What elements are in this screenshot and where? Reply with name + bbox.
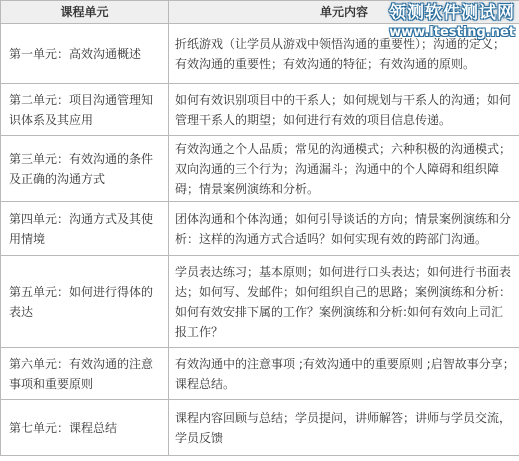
table-row xyxy=(1,136,519,202)
unit-cell: 第二单元：项目沟通管理知识体系及其应用 xyxy=(1,84,169,136)
header-content: 单元内容 xyxy=(169,1,519,24)
content-cell: 有效沟通之个人品质；常见的沟通模式；六种积极的沟通模式；双向沟通的三个行为；沟通漏斗；沟通中的个人障碍和组织障碍；情景案例演练和分析。 xyxy=(169,136,519,202)
unit-cell: 第七单元：课程总结 xyxy=(1,400,169,456)
watermark-url: www.ltesting.net xyxy=(389,25,515,40)
table-row xyxy=(1,202,519,256)
table-header-row xyxy=(1,1,519,24)
content-cell: 有效沟通中的注意事项 ;有效沟通中的重要原则 ;启智故事分享；课程总结。 xyxy=(169,348,519,400)
unit-cell: 第四单元：沟通方式及其使用情境 xyxy=(1,202,169,256)
unit-cell: 第五单元：如何进行得体的表达 xyxy=(1,256,169,348)
content-cell: 学员表达练习；基本原则；如何进行口头表达；如何进行书面表达；如何写、发邮件；如何组织自己的思路；案例演练和分析：如何有效安排下属的工作？案例演练和分析:如何有效向上司汇报工作？ xyxy=(169,256,519,348)
unit-cell: 第三单元：有效沟通的条件及正确的沟通方式 xyxy=(1,136,169,202)
header-unit: 课程单元 xyxy=(1,1,169,24)
unit-cell: 第六单元：有效沟通的注意事项和重要原则 xyxy=(1,348,169,400)
content-cell: 课程内容回顾与总结；学员提问，讲师解答；讲师与学员交流，学员反馈 xyxy=(169,400,519,456)
content-cell: 折纸游戏（让学员从游戏中领悟沟通的重要性）；沟通的定义；有效沟通的重要性；有效沟通的特征；有效沟通的原则。 xyxy=(169,24,519,84)
table-row xyxy=(1,24,519,84)
table-row xyxy=(1,84,519,136)
table-row xyxy=(1,348,519,400)
content-cell: 团体沟通和个体沟通；如何引导谈话的方向；情景案例演练和分析：这样的沟通方式合适吗？如何实现有效的跨部门沟通。 xyxy=(169,202,519,256)
table-row xyxy=(1,256,519,348)
unit-cell: 第一单元：高效沟通概述 xyxy=(1,24,169,84)
watermark-title: 领测软件测试网 xyxy=(389,3,515,23)
content-cell: 如何有效识别项目中的干系人；如何规划与干系人的沟通；如何管理干系人的期望；如何进行有效的项目信息传递。 xyxy=(169,84,519,136)
table-row xyxy=(1,400,519,456)
